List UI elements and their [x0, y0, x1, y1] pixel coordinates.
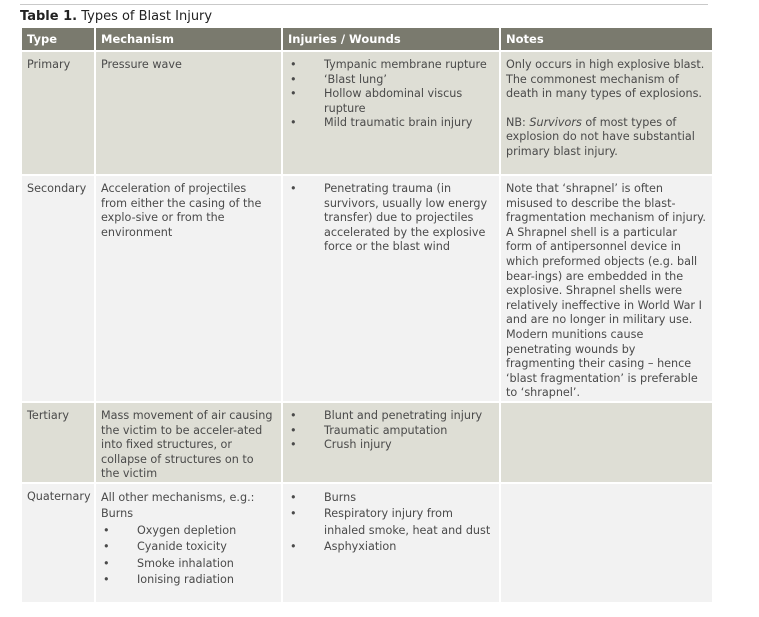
injury-item: • Penetrating trauma (in survivors, usually low energy transfer) due to projectiles accelerated by the explosive force or the blast wind [288, 182, 493, 255]
row-tertiary [22, 403, 712, 482]
injury-item: • Asphyxiation [288, 539, 493, 556]
note-paragraph: Only occurs in high explosive blast. [506, 58, 705, 71]
cell-injuries [283, 52, 499, 174]
mechanism-item: • Cyanide toxicity [101, 539, 275, 556]
row-primary [22, 52, 712, 174]
injury-item: • ‘Blast lung’ [288, 73, 493, 88]
injury-item: • Hollow abdominal viscus rupture [288, 87, 493, 116]
top-rule [20, 4, 708, 5]
cell-notes [501, 484, 712, 602]
row-quaternary [22, 484, 712, 602]
injury-item: • Blunt and penetrating injury [288, 409, 493, 424]
cell-type: Primary [22, 52, 94, 174]
note-nb: NB: Survivors of most types of explosion do not have substantial primary blast injury. [506, 115, 695, 158]
header-injuries: Injuries / Wounds [283, 28, 499, 50]
cell-mechanism: Pressure wave [96, 52, 281, 174]
cell-type: Quaternary [22, 484, 94, 602]
cell-mechanism: Acceleration of projectiles from either the casing of the explo-sive or from the environment [96, 176, 281, 401]
injury-item: • Burns [288, 490, 493, 507]
cell-type: Tertiary [22, 403, 94, 482]
note-paragraph: The commonest mechanism of death in many types of explosions. [506, 72, 702, 101]
header-row [22, 28, 712, 50]
mechanism-item: • Smoke inhalation [101, 556, 275, 573]
header-notes: Notes [501, 28, 712, 50]
injury-item: • Respiratory injury from inhaled smoke, heat and dust [288, 506, 493, 539]
mechanism-item: • Oxygen depletion [101, 523, 275, 540]
cell-mechanism: Mass movement of air causing the victim to be acceler-ated into fixed structures, or collapse of structures on to the victim [96, 403, 281, 482]
header-type: Type [22, 28, 94, 50]
injury-item: • Traumatic amputation [288, 424, 493, 439]
cell-injuries [283, 176, 499, 401]
mechanism-item: • Ionising radiation [101, 572, 275, 589]
injury-item: • Mild traumatic brain injury [288, 116, 493, 131]
mechanism-intro: All other mechanisms, e.g.: [101, 490, 255, 504]
caption-label: Table 1. [20, 9, 78, 24]
blast-injury-table [20, 28, 714, 602]
cell-notes [501, 403, 712, 482]
cell-injuries [283, 484, 499, 602]
table-caption [20, 9, 212, 24]
cell-mechanism [96, 484, 281, 602]
row-secondary [22, 176, 712, 401]
cell-notes [501, 52, 712, 174]
mechanism-first: Burns [101, 507, 134, 521]
cell-notes: Note that ‘shrapnel’ is often misused to describe the blast-fragmentation mechanism of injury. A Shrapnel shell is a particular form of antipersonnel device in which preformed objects (e.g. ball bear-ings) are embedded in the explosive. Shrapnel shells were relatively ineffective in World War I and are no longer in military use. Modern munitions cause penetrating wounds by fragmenting their casing – hence ‘blast fragmentation’ is preferable to ‘shrapnel’. [501, 176, 712, 401]
cell-type: Secondary [22, 176, 94, 401]
caption-title: Types of Blast Injury [81, 9, 213, 24]
header-mechanism: Mechanism [96, 28, 281, 50]
injury-item: • Crush injury [288, 438, 493, 453]
injury-item: • Tympanic membrane rupture [288, 58, 493, 73]
cell-injuries [283, 403, 499, 482]
